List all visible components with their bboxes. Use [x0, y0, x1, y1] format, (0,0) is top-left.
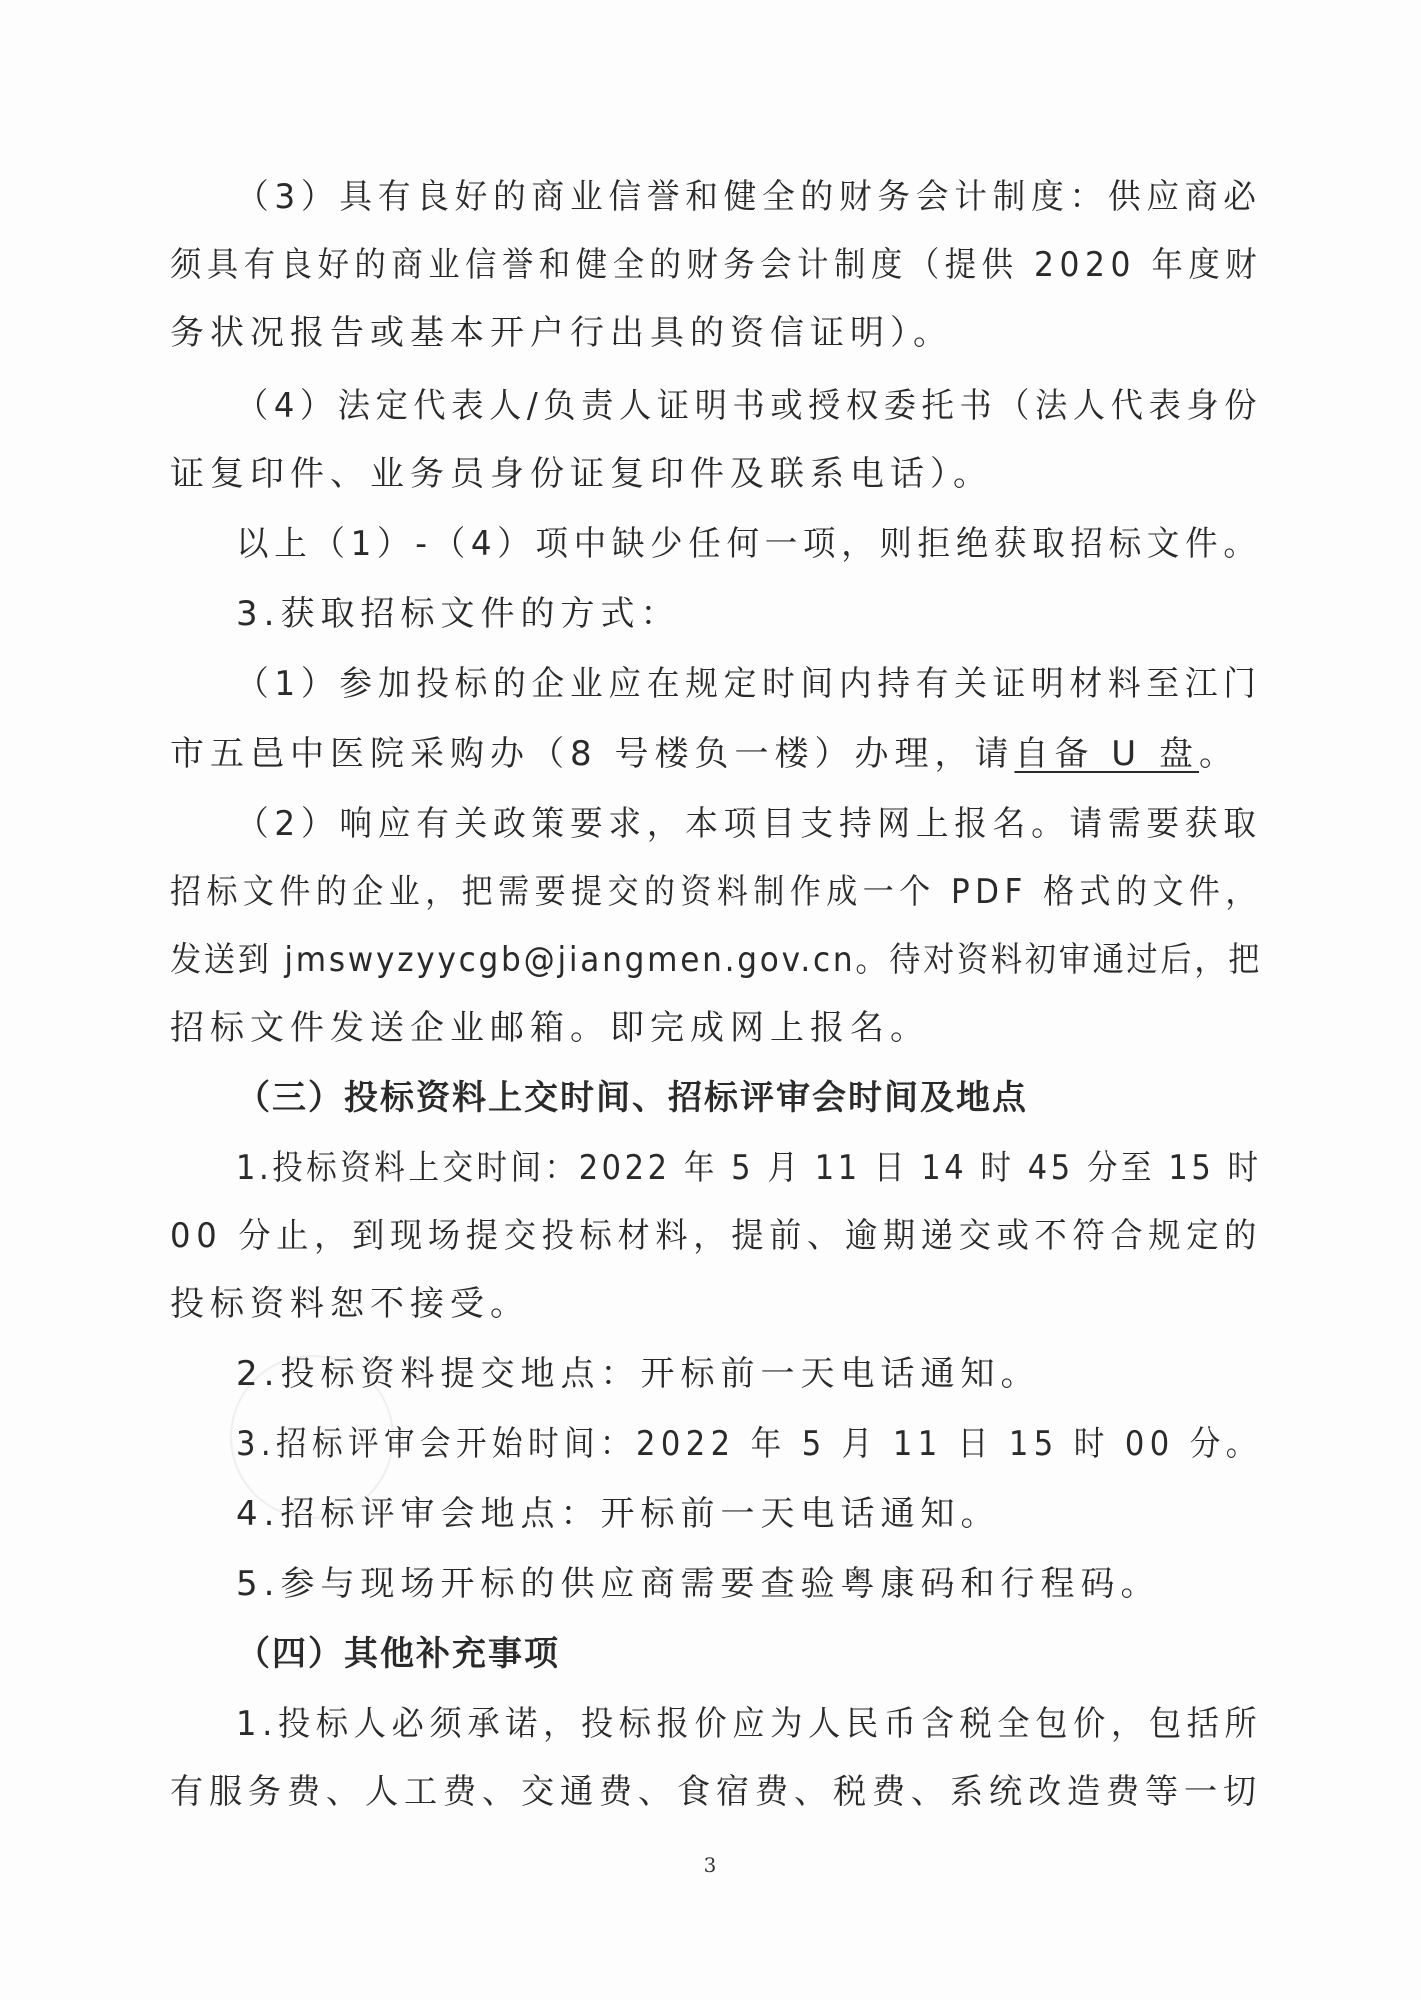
paragraph-12-line-1: 4.招标评审会地点：开标前一天电话通知。 — [236, 1494, 1001, 1534]
paragraph-8-line-1: （2）响应有关政策要求，本项目支持网上报名。请需要获取 — [236, 804, 1262, 844]
paragraph-13-line-1: 5.参与现场开标的供应商需要查验粤康码和行程码。 — [236, 1564, 1161, 1604]
paragraph-9-line-2: 00 分止，到现场提交投标材料，提前、逾期递交或不符合规定的 — [170, 1216, 1263, 1256]
section-heading-4: （四）其他补充事项 — [236, 1634, 560, 1674]
paragraph-5-line-1: 以上（1）-（4）项中缺少任何一项，则拒绝获取招标文件。 — [236, 524, 1262, 564]
paragraph-7-line-2-end: 。 — [1198, 734, 1239, 774]
paragraph-11-line-1: 3.招标评审会开始时间：2022 年 5 月 11 日 15 时 00 分。 — [236, 1424, 1262, 1464]
paragraph-3-line-2: 须具有良好的商业信誉和健全的财务会计制度（提供 2020 年度财 — [170, 245, 1263, 285]
paragraph-4-line-2: 证复印件、业务员身份证复印件及联系电话）。 — [170, 454, 993, 494]
paragraph-14-line-2: 有服务费、人工费、交通费、食宿费、税费、系统改造费等一切 — [170, 1772, 1262, 1812]
paragraph-8-line-2: 招标文件的企业，把需要提交的资料制作成一个 PDF 格式的文件， — [170, 872, 1262, 912]
paragraph-14-line-1: 1.投标人必须承诺，投标报价应为人民币含税全包价，包括所 — [236, 1704, 1263, 1744]
paragraph-7-line-1: （1）参加投标的企业应在规定时间内持有关证明材料至江门 — [236, 664, 1262, 704]
section-heading-3: （三）投标资料上交时间、招标评审会时间及地点 — [236, 1078, 1028, 1118]
paragraph-3-line-3: 务状况报告或基本开户行出具的资信证明）。 — [170, 313, 953, 353]
paragraph-10-line-1: 2.投标资料提交地点：开标前一天电话通知。 — [236, 1354, 1041, 1394]
paragraph-7-line-2 — [170, 732, 1239, 776]
paragraph-8-line-4: 招标文件发送企业邮箱。即完成网上报名。 — [170, 1008, 930, 1048]
paragraph-9-line-1: 1.投标资料上交时间：2022 年 5 月 11 日 14 时 45 分至 15 时 — [236, 1148, 1262, 1188]
page-number: 3 — [703, 1853, 717, 1877]
paragraph-3-line-1: （3）具有良好的商业信誉和健全的财务会计制度：供应商必 — [236, 177, 1262, 217]
paragraph-7-line-2-text: 市五邑中医院采购办（8 号楼负一楼）办理，请 — [170, 734, 1015, 774]
paragraph-9-line-3: 投标资料恕不接受。 — [170, 1284, 530, 1324]
paragraph-6-line-1: 3.获取招标文件的方式： — [236, 594, 681, 634]
paragraph-4-line-1: （4）法定代表人/负责人证明书或授权委托书（法人代表身份 — [236, 386, 1263, 426]
usb-drive-note: 自备 U 盘 — [1014, 734, 1199, 774]
paragraph-8-line-3-email: 发送到 jmswyzyycgb@jiangmen.gov.cn。待对资料初审通过后，把 — [170, 940, 1263, 980]
